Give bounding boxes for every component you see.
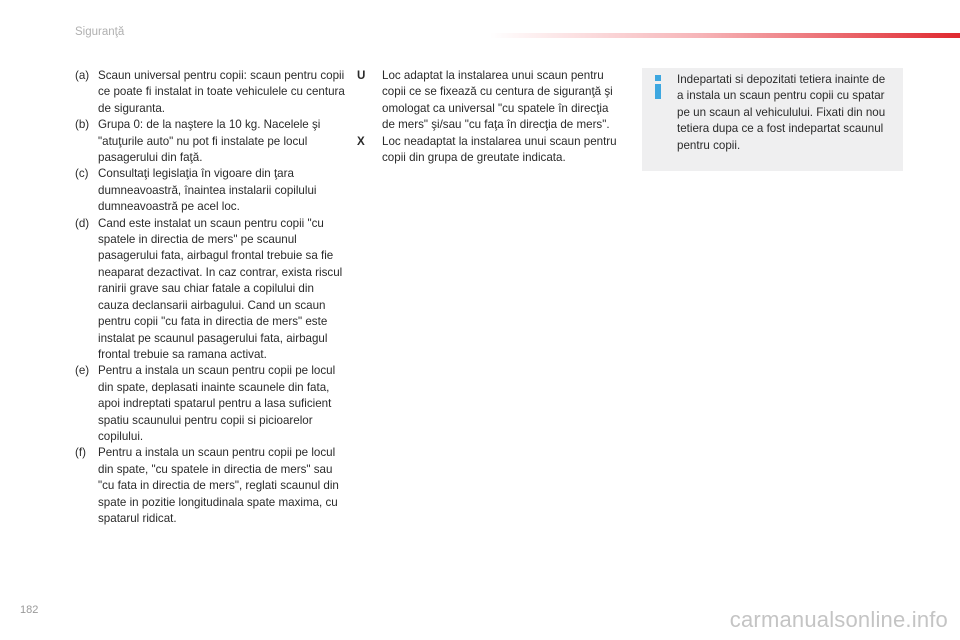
section-title: Siguranţă [75, 26, 125, 38]
note-key: (a) [75, 69, 90, 82]
info-text: Indepartati si depozitati tetiera inainte de a instala un scaun pentru copii cu spatar pe un scaun al vehiculului. Fixati din nou tetiera dupa ce a fost indepartat scaunul pentru copii. [677, 73, 886, 152]
note-text: Cand este instalat un scaun pentru copii "cu spatele in directia de mers" pe scaunul pasagerului fata, airbagul frontal trebuie sa fie neaparat dezactivat. In caz contrar, exista riscul ranirii grave sau chiar fatale a copilului din cauza declansarii airbagului. Cand un scaun pentru copii "cu fata in directia de mers" este instalat pe scaunul pasagerului fata, airbagul frontal trebuie sa ramana activat. [98, 216, 343, 361]
note-item [75, 68, 345, 117]
note-item [75, 216, 345, 364]
note-item [75, 363, 345, 445]
note-text: Consultaţi legislaţia în vigoare din ţara dumneavoastră, înaintea instalarii copilului dumneavoastră pe acel loc. [98, 167, 317, 214]
legend-key: X [357, 134, 365, 148]
legend-list [357, 68, 622, 166]
note-item [75, 166, 345, 215]
info-box [642, 68, 903, 171]
legend-text: Loc adaptat la instalarea unui scaun pentru copii ce se fixează cu centura de siguranţă şi omologat ca universal "cu spatele în direcţia de mers" şi/sau "cu faţa în direcţia de mers". [382, 69, 613, 132]
note-key: (f) [75, 446, 86, 460]
legend-item-x [357, 134, 622, 167]
legend-text: Loc neadaptat la instalarea unui scaun pentru copii din grupa de greutate indicata. [382, 134, 617, 165]
note-item [75, 445, 345, 527]
note-key: (d) [75, 216, 90, 230]
note-key: (e) [75, 364, 90, 378]
note-key: (b) [75, 118, 90, 132]
note-text: Grupa 0: de la naştere la 10 kg. Nacelele şi "atuţurile auto" nu pot fi instalate pe locul pasagerului din faţă. [98, 118, 321, 165]
note-item [75, 117, 345, 166]
page-number: 182 [20, 604, 39, 616]
note-key: (c) [75, 167, 89, 181]
note-text: Pentru a instala un scaun pentru copii pe locul din spate, deplasati inainte scaunele din fata, apoi indreptati spatarul pentru a lasa suficient spatiu scaunului pentru copii si picioarelor copilului. [98, 364, 336, 443]
notes-list [75, 68, 345, 527]
legend-key: U [357, 69, 366, 82]
header-accent-rule [490, 33, 960, 38]
watermark: carmanualsonline.info [729, 607, 948, 632]
note-text: Scaun universal pentru copii: scaun pentru copii ce poate fi instalat in toate vehiculele cu centura de siguranta. [98, 69, 345, 115]
legend-item-u [357, 68, 622, 134]
info-icon [653, 75, 667, 99]
note-text: Pentru a instala un scaun pentru copii pe locul din spate, "cu spatele in directia de mers" sau "cu fata in directia de mers", reglati scaunul din spate in pozitie longitudinala spate maxima, cu spatarul ridicat. [98, 446, 339, 525]
